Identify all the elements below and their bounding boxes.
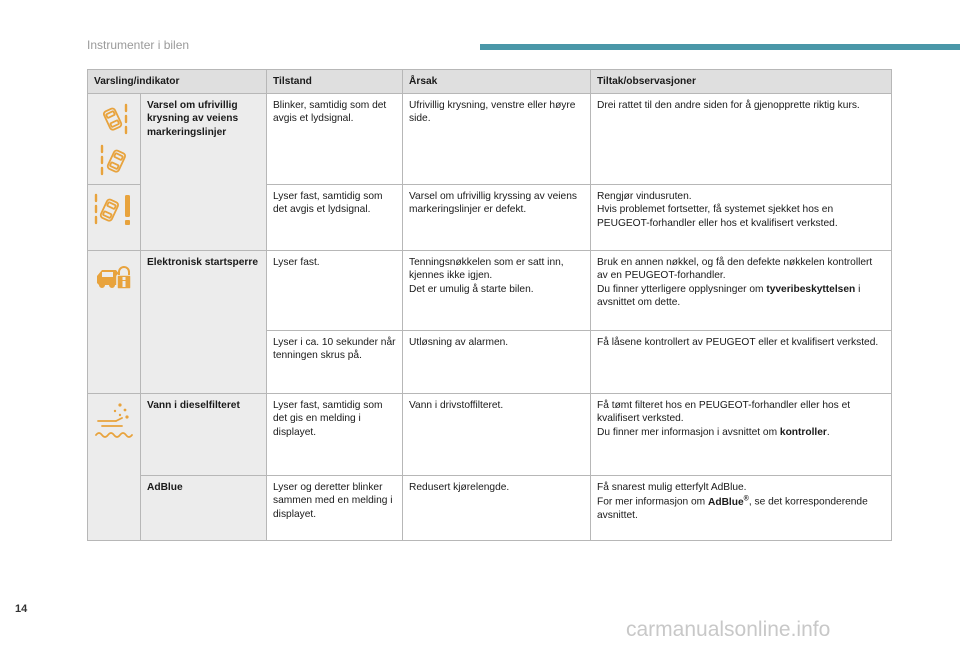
indicator-name: AdBlue	[141, 476, 267, 541]
indicator-icon-cell	[88, 251, 141, 394]
tiltak-line: Rengjør vindusruten.	[597, 191, 692, 202]
cross-reference: AdBlue®	[707, 495, 749, 508]
tiltak-line: Du finner mer informasjon i avsnittet om kontroller.	[597, 426, 830, 438]
indicator-icon-cell	[88, 94, 141, 185]
arsak-cell	[403, 331, 591, 394]
arsak-cell: Redusert kjørelengde.	[403, 476, 591, 541]
indicator-name: Vann i dieselfilteret	[141, 394, 267, 476]
table-row	[88, 476, 892, 541]
indicator-icon-cell	[88, 185, 141, 251]
cross-reference: tyveribeskyttelsen	[766, 283, 856, 295]
tilstand-cell: Lyser i ca. 10 sekunder når tenningen skrus på.	[267, 331, 403, 394]
tiltak-line: Bruk en annen nøkkel, og få den defekte nøkkelen kontrollert av en PEUGEOT-forhandler.	[597, 257, 873, 282]
tiltak-cell	[591, 331, 892, 394]
section-title-bar	[480, 44, 960, 50]
tiltak-cell	[591, 394, 892, 476]
tiltak-line: Drei rattet til den andre siden for å gjenopprette riktig kurs.	[597, 100, 860, 111]
water-in-diesel-icon	[94, 402, 134, 440]
warning-indicator-table	[87, 69, 892, 541]
tiltak-line: Hvis problemet fortsetter, få systemet sjekket hos en PEUGEOT-forhandler eller hos et kvalifisert verksted.	[597, 204, 838, 229]
tilstand-cell: Lyser og deretter blinker sammen med en melding i displayet.	[267, 476, 403, 541]
tiltak-cell	[591, 251, 892, 331]
immobiliser-icon	[94, 263, 134, 291]
arsak-line: Utløsning av alarmen.	[409, 337, 509, 348]
indicator-name: Elektronisk startsperre	[141, 251, 267, 394]
lane-departure-icon	[97, 142, 131, 180]
table-header-row	[88, 70, 892, 94]
column-header: Varsling/indikator	[88, 70, 267, 94]
arsak-line: Tenningsnøkkelen som er satt inn, kjennes ikke igjen.	[409, 257, 564, 282]
indicator-icon-cell	[88, 394, 141, 541]
arsak-line: Det er umulig å starte bilen.	[409, 283, 534, 295]
arsak-cell: Varsel om ufrivillig kryssing av veiens markeringslinjer er defekt.	[403, 185, 591, 251]
lane-departure-icon	[97, 102, 131, 138]
tilstand-cell: Lyser fast, samtidig som det gis en melding i displayet.	[267, 394, 403, 476]
arsak-cell	[403, 251, 591, 331]
tiltak-line: Få låsene kontrollert av PEUGEOT eller et kvalifisert verksted.	[597, 337, 879, 348]
tiltak-line: Du finner ytterligere opplysninger om tyveribeskyttelsen i avsnittet om dette.	[597, 283, 861, 309]
tiltak-cell	[591, 185, 892, 251]
indicator-name: Varsel om ufrivillig krysning av veiens markeringslinjer	[141, 94, 267, 251]
tiltak-cell	[591, 94, 892, 185]
column-header: Årsak	[403, 70, 591, 94]
arsak-cell: Ufrivillig krysning, venstre eller høyre side.	[403, 94, 591, 185]
watermark: carmanualsonline.info	[626, 618, 831, 641]
table-row	[88, 94, 892, 185]
tiltak-line: Få tømt filteret hos en PEUGEOT-forhandler eller hos et kvalifisert verksted.	[597, 400, 851, 425]
lane-departure-fault-icon	[92, 191, 136, 229]
table-row	[88, 394, 892, 476]
tiltak-cell	[591, 476, 892, 541]
tilstand-cell: Lyser fast, samtidig som det avgis et lydsignal.	[267, 185, 403, 251]
page-number: 14	[15, 603, 28, 615]
arsak-cell: Vann i drivstoffilteret.	[403, 394, 591, 476]
tilstand-cell: Lyser fast.	[267, 251, 403, 331]
tiltak-line: Få snarest mulig etterfylt AdBlue.	[597, 482, 747, 493]
tilstand-cell: Blinker, samtidig som det avgis et lydsignal.	[267, 94, 403, 185]
column-header: Tiltak/observasjoner	[591, 70, 892, 94]
tiltak-line: For mer informasjon om AdBlue®, se det korresponderende avsnittet.	[597, 495, 868, 522]
column-header: Tilstand	[267, 70, 403, 94]
section-title: Instrumenter i bilen	[87, 38, 190, 52]
cross-reference: kontroller	[779, 426, 827, 438]
table-row	[88, 251, 892, 331]
